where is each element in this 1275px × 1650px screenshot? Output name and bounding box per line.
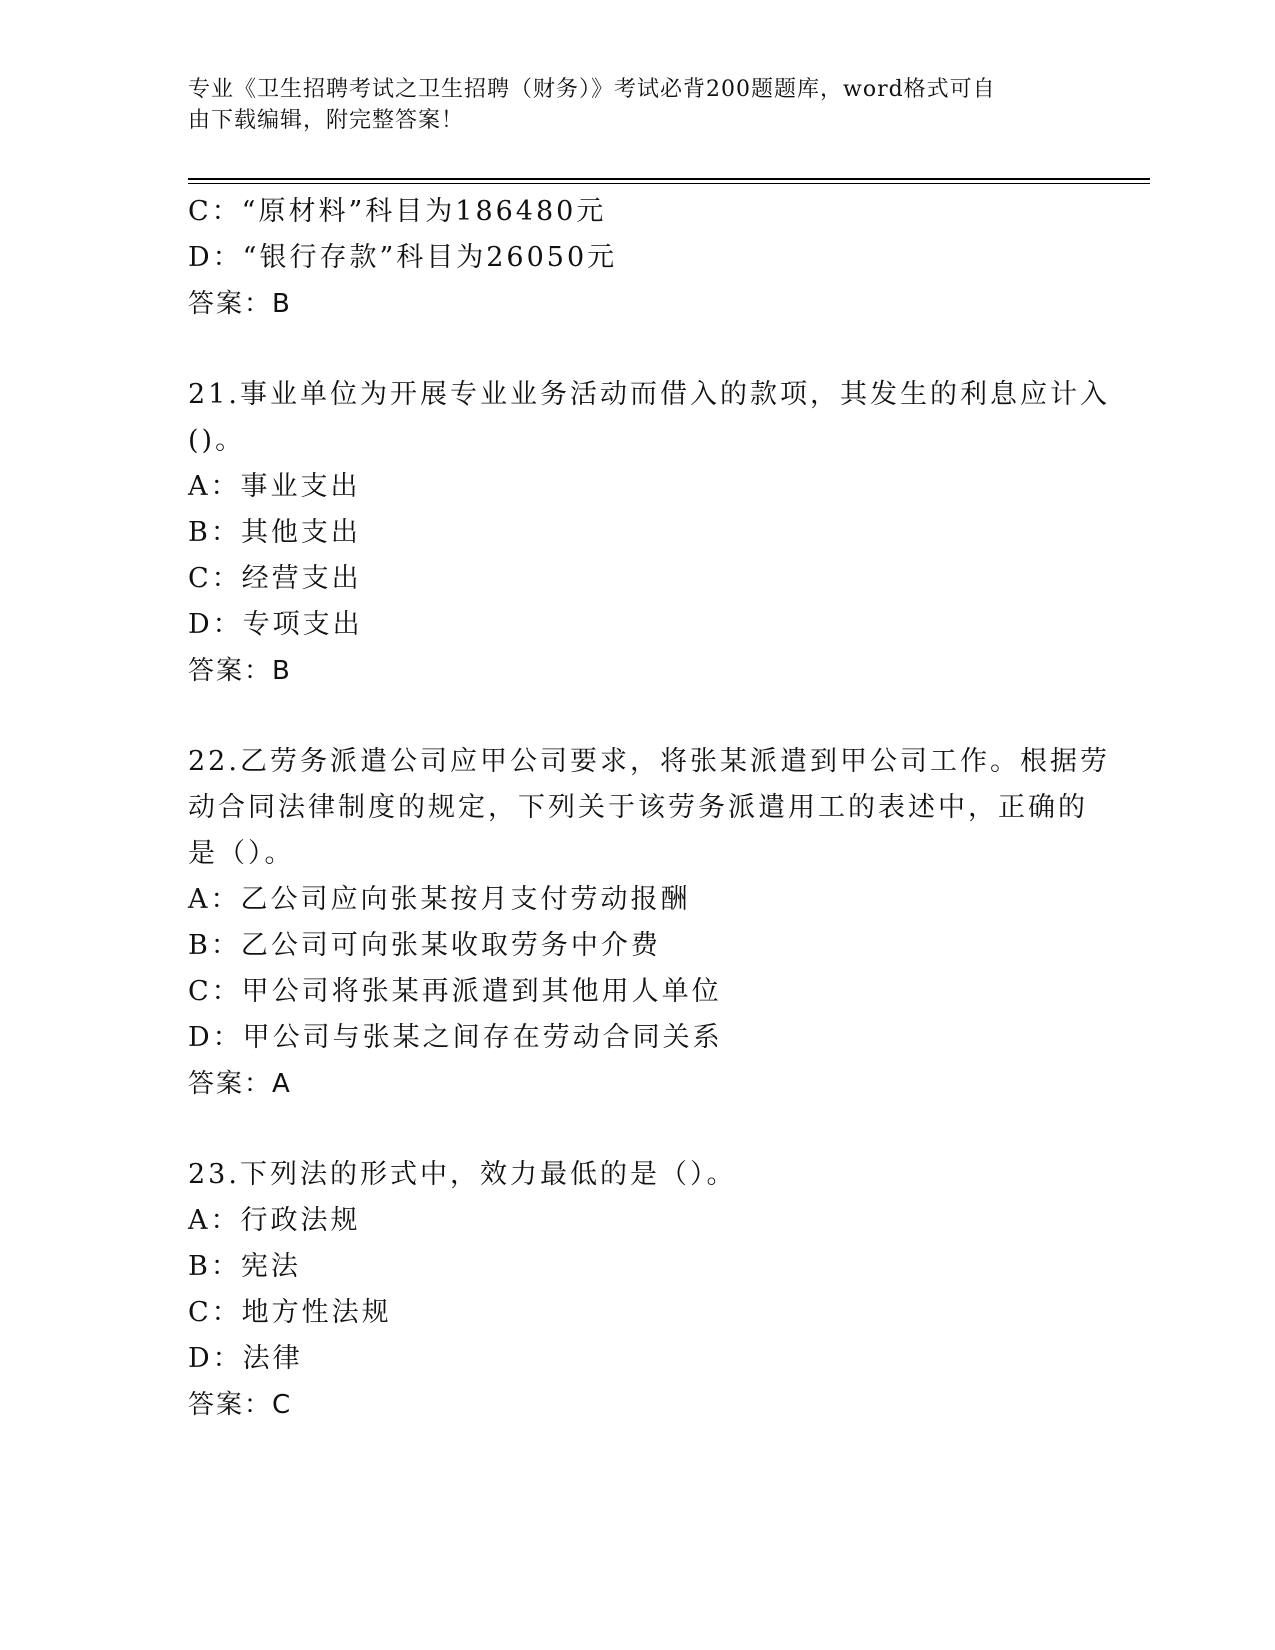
answer: 答案：C <box>188 1390 293 1420</box>
option-a: A：行政法规 <box>188 1205 361 1236</box>
document-header <box>188 74 1068 136</box>
option-d: D：专项支出 <box>188 609 363 640</box>
header-line-1: 专业《卫生招聘考试之卫生招聘（财务）》考试必背200题题库，word格式可自 <box>188 77 996 102</box>
header-line-2: 由下载编辑，附完整答案！ <box>188 108 465 133</box>
question-stem: 21.事业单位为开展专业业务活动而借入的款项，其发生的利息应计入 <box>188 379 1110 410</box>
question-23 <box>188 1152 1088 1428</box>
header-rule-thick <box>188 178 1150 180</box>
question-stem-continued: ()。 <box>188 425 246 456</box>
header-rule-thin <box>188 183 1150 184</box>
question-21 <box>188 372 1110 694</box>
question-content <box>188 189 1110 1428</box>
option-d: D：甲公司与张某之间存在劳动合同关系 <box>188 1022 723 1053</box>
answer: 答案：B <box>188 656 292 686</box>
question-stem-continued: 动合同法律制度的规定，下列关于该劳务派遣用工的表述中，正确的 <box>188 792 1088 823</box>
question-22 <box>188 739 1110 1107</box>
option-a: A：乙公司应向张某按月支付劳动报酬 <box>188 884 691 915</box>
answer: 答案：B <box>188 289 292 319</box>
option-a: A：事业支出 <box>188 471 361 502</box>
option-b: B：宪法 <box>188 1251 301 1282</box>
previous-question-tail <box>188 189 1088 327</box>
option-d: D：法律 <box>188 1343 303 1374</box>
option-c: C：“原材料”科目为186480元 <box>188 196 607 227</box>
question-stem-continued: 是（）。 <box>188 838 295 869</box>
option-d: D：“银行存款”科目为26050元 <box>188 242 618 273</box>
option-c: C：经营支出 <box>188 563 362 594</box>
answer: 答案：A <box>188 1069 292 1099</box>
question-stem: 23.下列法的形式中，效力最低的是（）。 <box>188 1159 737 1190</box>
option-c: C：地方性法规 <box>188 1297 392 1328</box>
option-b: B：乙公司可向张某收取劳务中介费 <box>188 930 661 961</box>
option-c: C：甲公司将张某再派遣到其他用人单位 <box>188 976 722 1007</box>
question-stem: 22.乙劳务派遣公司应甲公司要求，将张某派遣到甲公司工作。根据劳 <box>188 746 1110 777</box>
option-b: B：其他支出 <box>188 517 361 548</box>
